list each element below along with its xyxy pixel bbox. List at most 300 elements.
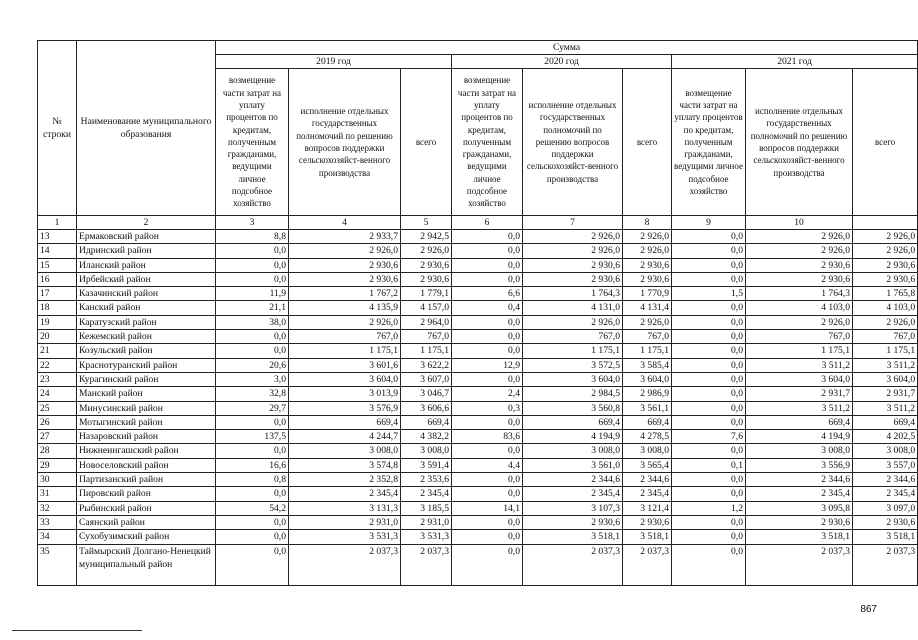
table-row [38,358,918,372]
value-cell: 0,0 [452,344,523,358]
value-cell: 669,4 [623,415,672,429]
value-cell: 2 037,3 [853,544,918,585]
row-number: 31 [38,487,77,501]
value-cell: 0,0 [452,330,523,344]
municipality-name: Рыбинский район [77,501,216,515]
value-cell: 1 175,1 [853,344,918,358]
value-cell: 4 202,5 [853,430,918,444]
table-row [38,415,918,429]
value-cell: 0,0 [672,230,746,244]
value-cell: 0,0 [216,530,289,544]
value-cell: 0,0 [672,358,746,372]
municipality-name: Канский район [77,301,216,315]
value-cell: 3 008,0 [853,444,918,458]
value-cell: 0,0 [672,415,746,429]
header-interest-2021: возмещение части затрат на уплату процентов по кредитам, полученным гражданами, ведущими личное подсобное хозяйство [672,69,746,216]
value-cell: 2 926,0 [623,244,672,258]
value-cell: 2 930,6 [289,272,401,286]
municipality-name: Назаровский район [77,430,216,444]
table-row [38,258,918,272]
row-number: 17 [38,287,77,301]
value-cell: 0,0 [672,530,746,544]
value-cell: 2 931,7 [853,387,918,401]
column-number: 3 [216,216,289,230]
value-cell: 2 926,0 [523,315,623,329]
value-cell: 2 037,3 [401,544,452,585]
value-cell: 2 926,0 [623,315,672,329]
value-cell: 3 572,5 [523,358,623,372]
column-number: 6 [452,216,523,230]
table-row [38,515,918,529]
value-cell: 2 926,0 [853,230,918,244]
value-cell: 0,8 [216,473,289,487]
value-cell: 3 604,0 [289,372,401,386]
value-cell: 3 131,3 [289,501,401,515]
value-cell: 767,0 [623,330,672,344]
column-number [853,216,918,230]
value-cell: 2 345,4 [401,487,452,501]
municipality-name: Саянский район [77,515,216,529]
table-row [38,387,918,401]
value-cell: 3 511,2 [746,358,853,372]
value-cell: 3 008,0 [289,444,401,458]
value-cell: 0,3 [452,401,523,415]
value-cell: 1 175,1 [523,344,623,358]
value-cell: 0,0 [452,272,523,286]
municipality-name: Кежемский район [77,330,216,344]
value-cell: 0,0 [672,544,746,585]
value-cell: 1 764,3 [746,287,853,301]
value-cell: 3 604,0 [853,372,918,386]
value-cell: 1 770,9 [623,287,672,301]
column-number: 10 [746,216,853,230]
row-number: 33 [38,515,77,529]
value-cell: 0,0 [452,258,523,272]
value-cell: 0,0 [672,487,746,501]
value-cell: 0,0 [216,487,289,501]
municipality-name: Курагинский район [77,372,216,386]
table-row [38,501,918,515]
value-cell: 767,0 [853,330,918,344]
header-total-2020: всего [623,69,672,216]
column-number: 4 [289,216,401,230]
value-cell: 2 344,6 [623,473,672,487]
value-cell: 4 131,0 [523,301,623,315]
municipality-name: Ирбейский район [77,272,216,286]
table-row [38,230,918,244]
header-interest-2019: возмещение части затрат на уплату процентов по кредитам, полученным гражданами, ведущими личное подсобное хозяйство [216,69,289,216]
value-cell: 2 345,4 [746,487,853,501]
value-cell: 2 930,6 [853,258,918,272]
value-cell: 0,0 [216,244,289,258]
table-row [38,401,918,415]
value-cell: 12,9 [452,358,523,372]
value-cell: 2 930,6 [746,272,853,286]
value-cell: 1 175,1 [401,344,452,358]
row-number: 32 [38,501,77,515]
value-cell: 2 930,6 [401,258,452,272]
column-number: 8 [623,216,672,230]
header-interest-2020: возмещение части затрат на уплату процентов по кредитам, полученным гражданами, ведущими личное подсобное хозяйство [452,69,523,216]
value-cell: 3 607,0 [401,372,452,386]
row-number: 26 [38,415,77,429]
value-cell: 767,0 [523,330,623,344]
value-cell: 2 345,4 [523,487,623,501]
value-cell: 2 926,0 [853,315,918,329]
row-number: 13 [38,230,77,244]
header-row-number: № строки [38,41,77,216]
value-cell: 29,7 [216,401,289,415]
header-year-2020: 2020 год [452,55,672,69]
value-cell: 0,0 [216,515,289,529]
value-cell: 3 046,7 [401,387,452,401]
value-cell: 3 511,2 [853,401,918,415]
value-cell: 3 121,4 [623,501,672,515]
column-number: 5 [401,216,452,230]
value-cell: 137,5 [216,430,289,444]
value-cell: 0,0 [452,230,523,244]
value-cell: 6,6 [452,287,523,301]
value-cell: 3 556,9 [746,458,853,472]
value-cell: 2 926,0 [289,244,401,258]
value-cell: 669,4 [523,415,623,429]
value-cell: 3 008,0 [746,444,853,458]
value-cell: 0,0 [672,258,746,272]
municipality-name: Нижнеингашский район [77,444,216,458]
value-cell: 0,0 [452,473,523,487]
value-cell: 3 574,8 [289,458,401,472]
value-cell: 0,0 [672,244,746,258]
row-number: 16 [38,272,77,286]
value-cell: 3 531,3 [401,530,452,544]
value-cell: 4 382,2 [401,430,452,444]
municipality-name: Минусинский район [77,401,216,415]
table-row [38,344,918,358]
value-cell: 2 930,6 [289,258,401,272]
value-cell: 2 930,6 [853,272,918,286]
value-cell: 767,0 [746,330,853,344]
page-number: 867 [860,604,877,615]
value-cell: 32,8 [216,387,289,401]
value-cell: 1 765,8 [853,287,918,301]
value-cell: 3 565,4 [623,458,672,472]
municipality-name: Козульский район [77,344,216,358]
value-cell: 0,0 [452,444,523,458]
column-number: 2 [77,216,216,230]
value-cell: 2 344,6 [853,473,918,487]
row-number: 24 [38,387,77,401]
value-cell: 21,1 [216,301,289,315]
row-number: 25 [38,401,77,415]
value-cell: 2 926,0 [623,230,672,244]
table-row [38,244,918,258]
row-number: 35 [38,544,77,585]
value-cell: 2 930,6 [623,515,672,529]
value-cell: 11,9 [216,287,289,301]
value-cell: 3 511,2 [853,358,918,372]
value-cell: 2 037,3 [623,544,672,585]
value-cell: 0,0 [452,544,523,585]
value-cell: 0,0 [672,473,746,487]
value-cell: 3 585,4 [623,358,672,372]
value-cell: 2 345,4 [289,487,401,501]
value-cell: 14,1 [452,501,523,515]
value-cell: 1 764,3 [523,287,623,301]
value-cell: 0,0 [672,515,746,529]
value-cell: 4,4 [452,458,523,472]
table-row [38,372,918,386]
header-municipality: Наименование муниципального образования [77,41,216,216]
municipality-name: Мотыгинский район [77,415,216,429]
value-cell: 0,0 [672,401,746,415]
municipality-name: Партизанский район [77,473,216,487]
value-cell: 0,0 [672,444,746,458]
value-cell: 2 037,3 [289,544,401,585]
value-cell: 2 930,6 [523,272,623,286]
value-cell: 3 604,0 [746,372,853,386]
value-cell: 2 984,5 [523,387,623,401]
value-cell: 3 107,3 [523,501,623,515]
value-cell: 2 345,4 [853,487,918,501]
value-cell: 3 561,0 [523,458,623,472]
value-cell: 0,0 [452,244,523,258]
row-number: 34 [38,530,77,544]
table-row [38,487,918,501]
municipality-name: Пировский район [77,487,216,501]
header-total-2021: всего [853,69,918,216]
value-cell: 2 926,0 [523,230,623,244]
value-cell: 1,5 [672,287,746,301]
value-cell: 0,4 [452,301,523,315]
value-cell: 0,0 [672,315,746,329]
value-cell: 0,0 [672,344,746,358]
value-cell: 1 175,1 [289,344,401,358]
value-cell: 2 930,6 [746,258,853,272]
value-cell: 2 931,7 [746,387,853,401]
value-cell: 8,8 [216,230,289,244]
municipality-name: Новоселовский район [77,458,216,472]
value-cell: 4 157,0 [401,301,452,315]
value-cell: 2 926,0 [401,244,452,258]
value-cell: 4 194,9 [523,430,623,444]
value-cell: 2 926,0 [289,315,401,329]
value-cell: 4 103,0 [746,301,853,315]
header-total-2019: всего [401,69,452,216]
value-cell: 2,4 [452,387,523,401]
value-cell: 2 344,6 [746,473,853,487]
table-row [38,530,918,544]
value-cell: 0,0 [452,487,523,501]
column-number: 9 [672,216,746,230]
table-body [38,230,918,586]
municipality-name: Идринский район [77,244,216,258]
table-row [38,315,918,329]
value-cell: 2 926,0 [746,230,853,244]
value-cell: 3 531,3 [289,530,401,544]
row-number: 18 [38,301,77,315]
header-powers-2020: исполнение отдельных государственных полномочий по решению вопросов поддержки сельскохозяйст-венного производства [523,69,623,216]
value-cell: 54,2 [216,501,289,515]
value-cell: 0,0 [452,515,523,529]
value-cell: 0,0 [216,272,289,286]
value-cell: 0,0 [672,387,746,401]
value-cell: 2 930,6 [401,272,452,286]
value-cell: 3 095,8 [746,501,853,515]
value-cell: 0,0 [216,330,289,344]
value-cell: 2 037,3 [746,544,853,585]
table-row [38,473,918,487]
value-cell: 3 511,2 [746,401,853,415]
value-cell: 3 013,9 [289,387,401,401]
value-cell: 3 604,0 [523,372,623,386]
value-cell: 2 037,3 [523,544,623,585]
value-cell: 0,0 [672,330,746,344]
value-cell: 0,0 [452,530,523,544]
value-cell: 1 767,2 [289,287,401,301]
value-cell: 3 518,1 [523,530,623,544]
value-cell: 0,0 [216,444,289,458]
table-row [38,287,918,301]
value-cell: 2 930,6 [523,515,623,529]
value-cell: 669,4 [401,415,452,429]
value-cell: 2 933,7 [289,230,401,244]
value-cell: 0,0 [216,258,289,272]
value-cell: 0,0 [452,415,523,429]
row-number: 14 [38,244,77,258]
value-cell: 669,4 [853,415,918,429]
row-number: 21 [38,344,77,358]
value-cell: 3 518,1 [746,530,853,544]
row-number: 19 [38,315,77,329]
value-cell: 1 779,1 [401,287,452,301]
value-cell: 2 930,6 [623,258,672,272]
value-cell: 2 930,6 [853,515,918,529]
column-number: 1 [38,216,77,230]
value-cell: 3 561,1 [623,401,672,415]
table-row [38,458,918,472]
value-cell: 767,0 [401,330,452,344]
value-cell: 3 591,4 [401,458,452,472]
value-cell: 1 175,1 [623,344,672,358]
column-numbers-row [38,216,918,230]
value-cell: 3 185,5 [401,501,452,515]
value-cell: 0,0 [672,301,746,315]
value-cell: 1,2 [672,501,746,515]
row-number: 27 [38,430,77,444]
value-cell: 2 930,6 [623,272,672,286]
header-powers-2019: исполнение отдельных государственных полномочий по решению вопросов поддержки сельскохозяйст-венного производства [289,69,401,216]
value-cell: 3 097,0 [853,501,918,515]
value-cell: 3 008,0 [523,444,623,458]
value-cell: 3,0 [216,372,289,386]
value-cell: 1 175,1 [746,344,853,358]
value-cell: 2 942,5 [401,230,452,244]
value-cell: 2 926,0 [853,244,918,258]
value-cell: 669,4 [746,415,853,429]
footnote-divider [12,630,142,631]
value-cell: 3 576,9 [289,401,401,415]
value-cell: 3 622,2 [401,358,452,372]
value-cell: 3 518,1 [623,530,672,544]
value-cell: 0,0 [216,415,289,429]
value-cell: 20,6 [216,358,289,372]
value-cell: 0,0 [452,372,523,386]
value-cell: 2 345,4 [623,487,672,501]
table-row [38,430,918,444]
value-cell: 3 560,8 [523,401,623,415]
row-number: 23 [38,372,77,386]
value-cell: 2 344,6 [523,473,623,487]
value-cell: 2 926,0 [746,244,853,258]
value-cell: 2 986,9 [623,387,672,401]
municipality-name: Краснотуранский район [77,358,216,372]
municipality-name: Ермаковский район [77,230,216,244]
row-number: 20 [38,330,77,344]
value-cell: 3 518,1 [853,530,918,544]
value-cell: 2 353,6 [401,473,452,487]
header-year-2019: 2019 год [216,55,452,69]
municipality-name: Манский район [77,387,216,401]
table-row [38,330,918,344]
row-number: 15 [38,258,77,272]
value-cell: 4 194,9 [746,430,853,444]
value-cell: 0,0 [672,372,746,386]
row-number: 29 [38,458,77,472]
value-cell: 16,6 [216,458,289,472]
budget-table [37,40,918,586]
header-sum: Сумма [216,41,918,55]
table-row [38,301,918,315]
value-cell: 4 135,9 [289,301,401,315]
municipality-name: Сухобузимский район [77,530,216,544]
value-cell: 2 930,6 [523,258,623,272]
row-number: 28 [38,444,77,458]
row-number: 30 [38,473,77,487]
row-number: 22 [38,358,77,372]
table-row [38,444,918,458]
municipality-name: Иланский район [77,258,216,272]
table-row [38,544,918,585]
value-cell: 3 557,0 [853,458,918,472]
value-cell: 2 931,0 [289,515,401,529]
value-cell: 3 601,6 [289,358,401,372]
value-cell: 7,6 [672,430,746,444]
value-cell: 2 352,8 [289,473,401,487]
value-cell: 0,1 [672,458,746,472]
value-cell: 767,0 [289,330,401,344]
value-cell: 3 604,0 [623,372,672,386]
value-cell: 3 008,0 [401,444,452,458]
municipality-name: Каратузский район [77,315,216,329]
column-number: 7 [523,216,623,230]
municipality-name: Казачинский район [77,287,216,301]
value-cell: 3 606,6 [401,401,452,415]
value-cell: 4 278,5 [623,430,672,444]
table-row [38,272,918,286]
value-cell: 669,4 [289,415,401,429]
value-cell: 2 926,0 [523,244,623,258]
value-cell: 3 008,0 [623,444,672,458]
header-powers-2021: исполнение отдельных государственных полномочий по решению вопросов поддержки сельскохозяйст-венного производства [746,69,853,216]
value-cell: 4 244,7 [289,430,401,444]
value-cell: 2 964,0 [401,315,452,329]
header-year-2021: 2021 год [672,55,918,69]
value-cell: 2 930,6 [746,515,853,529]
value-cell: 0,0 [216,344,289,358]
value-cell: 0,0 [452,315,523,329]
value-cell: 38,0 [216,315,289,329]
value-cell: 2 931,0 [401,515,452,529]
